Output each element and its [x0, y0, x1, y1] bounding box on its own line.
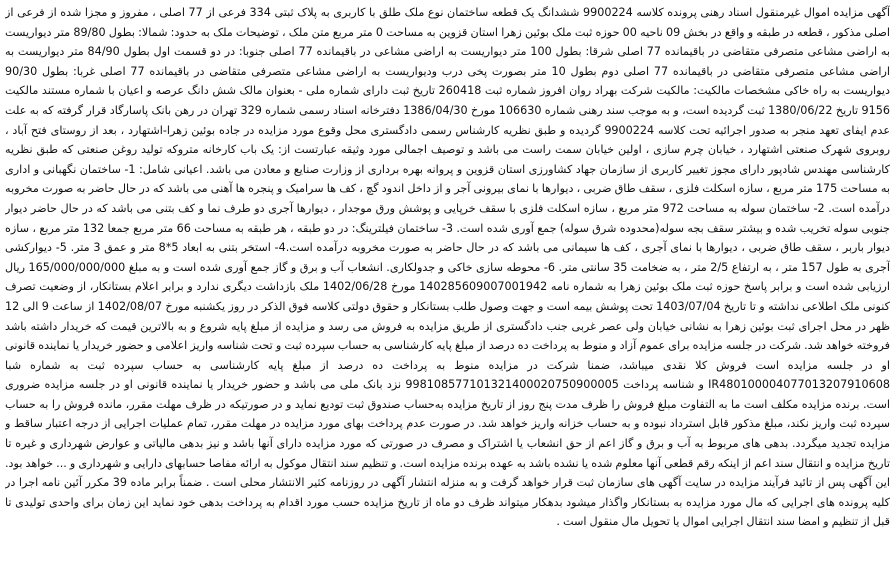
auction-notice-text: آگهی مزایده اموال غیرمنقول اسناد رهنی پرونده کلاسه 9900224 ششدانگ یک قطعه ساختمان نوع ملک طلق با کاربری به پلاک ثبتی 334 فرعی از 77 اصلی ، مفروز و مجزا شده از فرعی از اصلی مذکور ، قطعه در طبقه و واقع در بخش 09 ناحیه 00 حوزه ثبت ملک بوئین زهرا استان قزوین به مساحت 0 متر مربع متن ملک ، توضیحات ملک به حدود: شمالا: بطول 89/80 متر دیواریست به اراضی مشاعی متصرفی متقاضی در باقیمانده 77 اصلی شرقا: بطول 100 متر دیواریست به اراضی مشاعی در باقیمانده 77 اصلی جنوبا: در دو قسمت اول بطول 84/90 متر دیواریست به اراضی مشاعی متصرفی متقاضی در باقیمانده 77 اصلی دوم بطول 10 متر بصورت پخی درب ودیواریست به اراضی مشاعی متصرفی متقاضی در باقیمانده 77 اصلی غربا: بطول 90/30 دیواریست به راه خاکی مشخصات مالکیت: مالکیت شرکت بهراد روان افروز شماره ثبت 260418 تاریخ ثبت دارای شماره ملی - بعنوان مالک شش دانگ عرصه و اعیان با شماره مستند مالکیت 9156 تاریخ 1380/06/22 ثبت گردیده است، و به موجب سند رهنی شماره 106630 مورخ 1386/04/30 دفترخانه اسناد رسمی شماره 329 تهران در رهن بانک پاسارگاد قرار گرفته که به علت عدم ایفای تعهد منجر به صدور اجرائیه تحت کلاسه 9900224 گردیده و طبق نظریه کارشناس رسمی دادگستری محل وقوع مورد مزایده در جاده بوئین زهرا-اشتهارد ، بعد از روستای فتح آباد ، روبروی شهرک صنعتی اشتهارد ، خیابان چرم سازی ، اولین خیابان سمت راست می باشد و توصیف اجمالی مورد وثیقه عبارتست از: یک باب کارخانه متروکه تولید روغن صنعتی که طبق نظریه کارشناسی مهندس شادپور دارای مجوز تغییر کاربری از سازمان جهاد کشاورزی استان قزوین و پروانه بهره برداری از وزارت صنایع و معادن می باشد. اعیانی شامل: 1- ساختمان نگهبانی و اداری به مساحت 175 متر مربع ، سازه اسکلت فلزی ، سقف طاق ضربی ، دیوارها با نمای بیرونی آجر و از داخل اندود گچ ، کف ها سرامیک و پنجره ها آهنی می باشد که در حال حاضر به صورت مخروبه درآمده است. 2- ساختمان سوله به مساحت 972 متر مربع ، سازه اسکلت فلزی با سقف خرپایی و پوشش ورق موجدار ، دیوارها آجری دو طرف نما و کف بتنی می باشد که در حال حاضر دیوار جنوبی سوله تخریب شده و بیشتر سقف بجه سوله(محدوده شرق سوله) جمع آوری شده است. 3- ساختمان فیلترینگ: در دو طبقه ، هر طبقه به مساحت 66 متر مربع جمعا 132 متر مربع ، سازه دیوار باربر ، سقف طاق ضربی ، دیوارها با نمای آجری ، کف ها سیمانی می باشد که در حال حاضر به صورت مخروبه درآمده است.4- استخر بتنی به ابعاد 5*8 متر و عمق 3 متر. 5- دیوارکشی آجری به طول 157 متر ، به ارتفاع 2/5 متر ، به ضخامت 35 سانتی متر. 6- محوطه سازی خاکی و جدولکاری. انشعاب آب و برق و گاز جمع آوری شده است و به مبلغ 165/000/000/000 ریال ارزیابی شده است و برابر پاسخ حوزه ثبت ملک بوئین زهرا به شماره نامه 140285609007001942 مورخ 1402/06/28 ملک بازداشت دیگری ندارد و برابر اعلام بستانکار، از وضعیت تصرف کنونی ملک اطلاعی نداشته و تا تاریخ 1403/07/04 تحت پوشش بیمه است و جهت وصول طلب بستانکار و حقوق دولتی کلاسه فوق الذکر در روز یکشنبه مورخ 1402/08/07 از ساعت 9 الی 12 ظهر در محل اجرای ثبت بوئین زهرا به نشانی خیابان ولی عصر غربی جنب دادگستری از طریق مزایده به فروش می رسد و مزایده از مبلغ پایه شروع و به بالاترین قیمت که خریدار داشته باشد فروخته خواهد شد. شرکت در جلسه مزایده برای عموم آزاد و منوط به پرداخت ده درصد از مبلغ پایه کارشناسی به حساب سپرده ثبت و تحت شناسه واریز اعلامی و حضور خریدار یا نماینده قانونی او در جلسه مزایده است فروش کلا نقدی میباشد، ضمنا شرکت در مزایده منوط به پرداخت ده درصد از مبلغ پایه کارشناسی به حساب سپرده ثبت به شماره شبا IR480100004077013207910608 و شناسه پرداخت 998108577101321400020750900005 نزد بانک ملی می باشد و حضور خریدار یا نماینده قانونی او در جلسه مزایده ضروری است. برنده مزایده مکلف است ما به التفاوت مبلغ فروش را ظرف مدت پنج روز از تاریخ مزایده به‌حساب صندوق ثبت تودیع نماید و در صورتیکه در ظرف مهلت مقرر، مانده فروش را به حساب سپرده ثبت واریز نکند، مبلغ مذکور قابل استرداد نبوده و به حساب خزانه واریز خواهد شد. در صورت عدم پرداخت بهای مورد مزایده در مهلت مقرر، تمام عملیات اجرایی از درجه اعتبار ساقط و مزایده تجدید میگردد. بدهی های مربوط به آب و برق و گاز اعم از حق انشعاب یا اشتراک و مصرف در صورتی که مورد مزایده دارای آنها باشد و نیز بدهی مالیاتی و عوارض شهرداری و غیره تا تاریخ مزایده و انتقال سند اعم از اینکه رقم قطعی آنها معلوم شده یا نشده باشد به عهده برنده مزایده است. و تنظیم سند انتقال موکول به ارائه مفاصا حسابهای دارایی و شهرداری و ... خواهد بود. این آگهی پس از تائید فرآیند مزایده در سایت آگهی های سازمان ثبت قرار خواهد گرفت و به منزله انتشار آگهی در روزنامه کثیر الانتشار محلی است . ضمناً برابر ماده 39 مکرر آئین نامه اجرا در کلیه پرونده های اجرایی که مال مورد مزایده به بستانکار واگذار میشود بدهکار میتواند ظرف دو ماه از تاریخ مزایده حسب مورد اقدام به پرداخت بدهی خود نماید این زمان برای واحدی تولیدی تا قبل از تنظیم و امضا سند انتقال اجرایی اموال یا تحویل مال منقول است .	[5, 6, 890, 529]
